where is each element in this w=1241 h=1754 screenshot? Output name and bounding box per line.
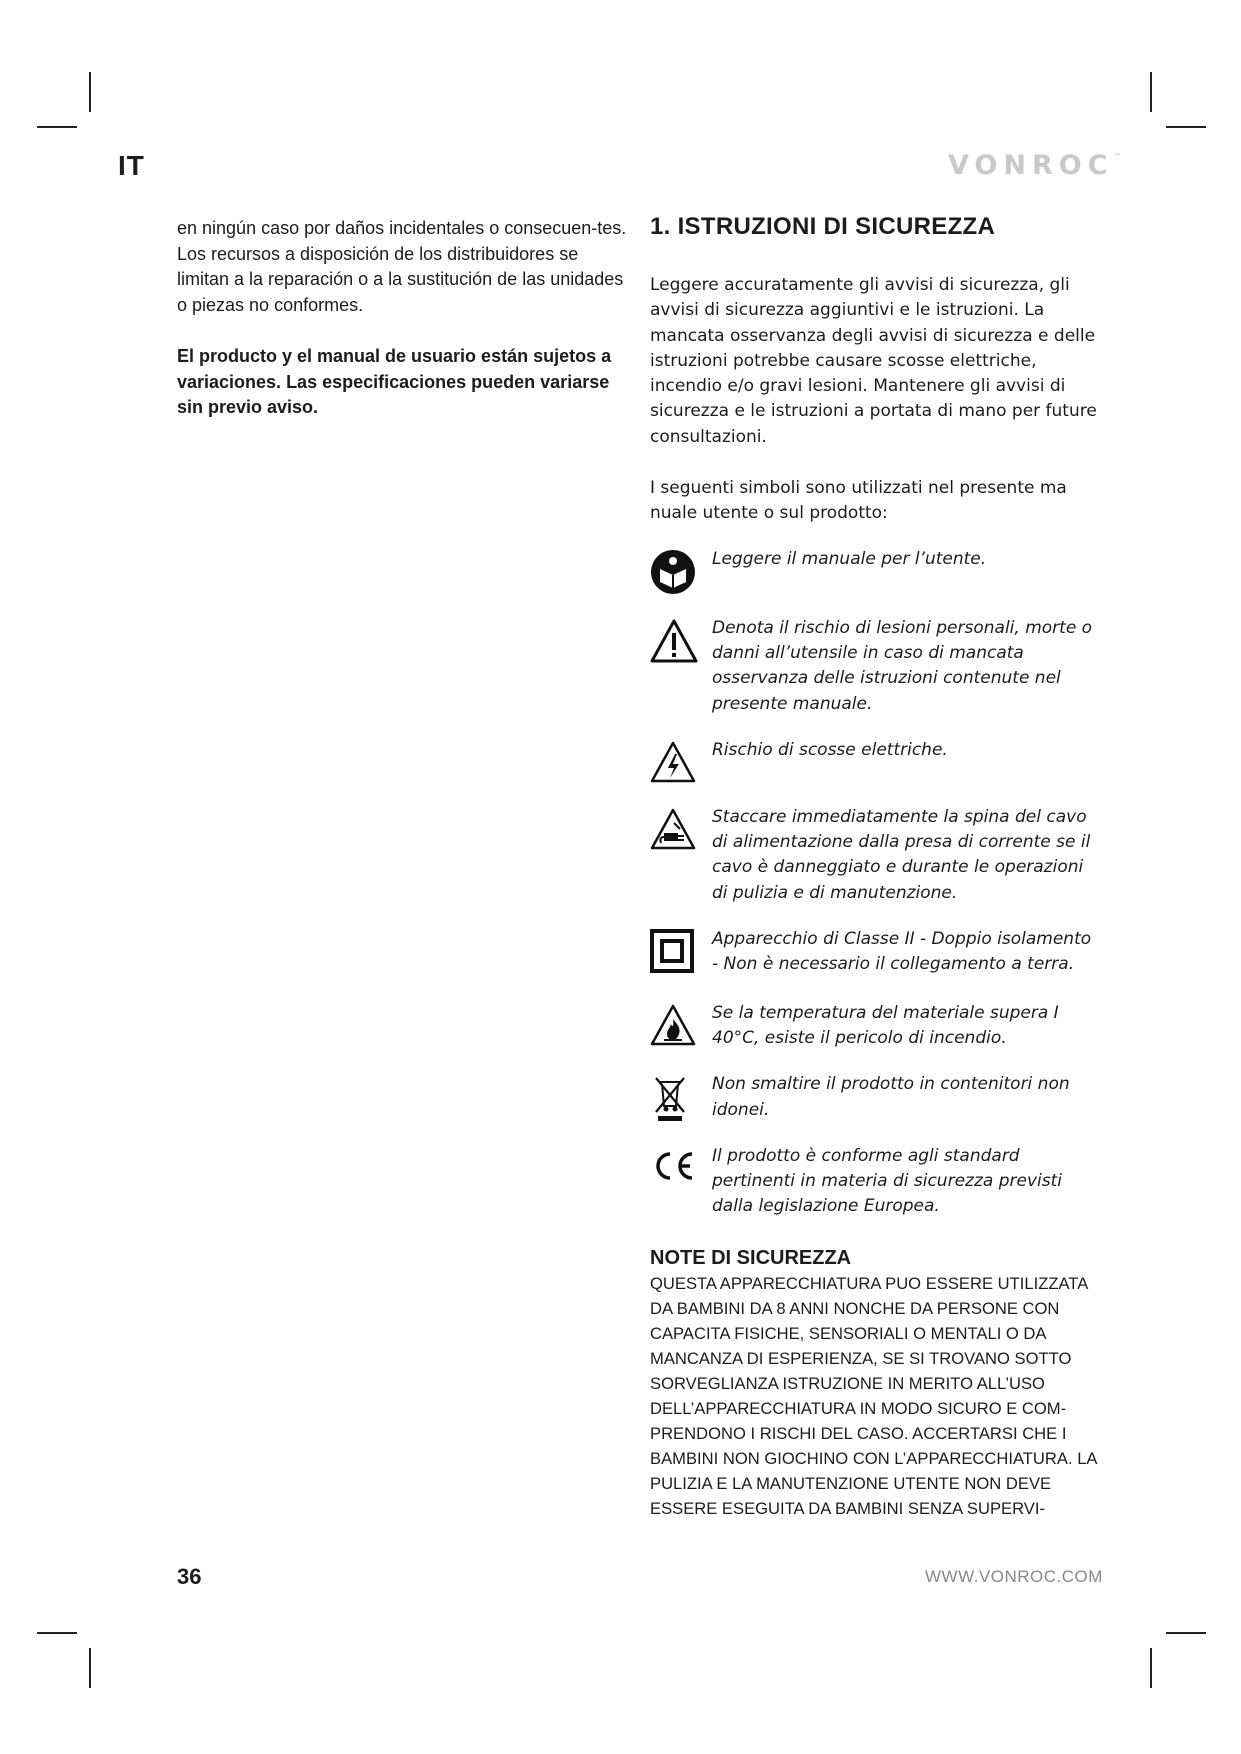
warranty-paragraph: en ningún caso por daños incidentales o consecuen-tes. Los recursos a disposición de los distribuidores se limitan a la reparación o a la sustitución de las unidades o piezas no conformes.: [177, 218, 627, 315]
page-number: 36: [177, 1564, 202, 1589]
weee-bin-icon: [650, 1074, 690, 1122]
read-manual-icon: [650, 549, 696, 595]
variation-notice: El producto y el manual de usuario están sujetos a variaciones. Las especificaciones pueden variarse sin previo aviso.: [177, 346, 612, 417]
notes-title: NOTE DI SICUREZZA: [650, 1246, 852, 1269]
symbol-row: [650, 1001, 1100, 1052]
left-column: [177, 216, 627, 447]
symbol-text: Apparecchio di Classe II - Doppio isolamento - Non è necessario il collegamento a terra.: [712, 929, 1092, 975]
right-column: [650, 212, 1100, 1521]
notes-text: QUESTA APPARECCHIATURA PUO ESSERE UTILIZZATA DA BAMBINI DA 8 ANNI NONCHE DA PERSONE CON CAPACITA FISICHE, SENSORIALI O MENTALI O DA MANCANZA DI ESPERIENZA, SE SI TROVANO SOTTO SORVEGLIANZA ISTRUZIONE IN MERITO ALL’USO DELL’APPARECCHIATURA IN MODO SICURO E COM-PRENDONO I RISCHI DEL CASO. ACCERTARSI CHE I BAMBINI NON GIOCHINO CON L’APPARECCHIATURA. LA PULIZIA E LA MANUTENZIONE UTENTE NON DEVE ESSERE ESEGUITA DA BAMBINI SENZA SUPERVI-: [650, 1273, 1097, 1518]
symbol-row: [650, 805, 1100, 906]
symbol-text: Non smaltire il prodotto in contenitori non idonei.: [712, 1074, 1070, 1120]
fire-hazard-icon: [650, 1003, 696, 1047]
unplug-warning-icon: [650, 807, 696, 851]
crop-mark: [89, 1648, 91, 1688]
crop-mark: [37, 126, 77, 128]
section-title: 1. ISTRUZIONI DI SICUREZZA: [650, 213, 996, 240]
language-code: IT: [118, 150, 145, 181]
symbol-text: Staccare immediatamente la spina del cavo di alimentazione dalla presa di corrente se il cavo è danneggiato e durante le operazioni di pulizia e di manutenzione.: [712, 806, 1091, 903]
symbol-row: [650, 738, 1100, 784]
brand-logo: VONROC™: [948, 150, 1122, 181]
crop-mark: [1150, 72, 1152, 112]
footer-url: WWW.VONROC.COM: [925, 1567, 1103, 1586]
intro-paragraph: Leggere accuratamente gli avvisi di sicurezza, gli avvisi di sicurezza aggiuntivi e le istruzioni. La mancata osservanza degli avvisi di sicurezza e delle istruzioni potrebbe causare scosse elettriche, incendio e/o gravi lesioni. Mantenere gli avvisi di sicurezza e le istruzioni a portata di mano per future consultazioni.: [650, 275, 1097, 447]
ce-mark-icon: [650, 1146, 698, 1186]
crop-mark: [37, 1632, 77, 1634]
symbol-text: Denota il rischio di lesioni personali, morte o danni all’utensile in caso di mancata osservanza delle istruzioni contenute nel presente manuale.: [712, 617, 1093, 714]
electric-shock-icon: [650, 740, 696, 784]
symbol-row: [650, 1072, 1100, 1123]
crop-mark: [1166, 126, 1206, 128]
class-ii-icon: [650, 929, 694, 973]
symbol-text: Se la temperatura del materiale supera I 40°C, esiste il pericolo di incendio.: [712, 1002, 1059, 1048]
symbol-text: Rischio di scosse elettriche.: [712, 739, 948, 760]
symbol-row: [650, 547, 1100, 595]
crop-mark: [1166, 1632, 1206, 1634]
symbol-row: [650, 616, 1100, 717]
symbol-row: [650, 927, 1100, 978]
warning-icon: [650, 618, 698, 664]
symbol-text: Il prodotto è conforme agli standard pertinenti in materia di sicurezza previsti dalla legislazione Europea.: [712, 1145, 1062, 1217]
symbols-intro: I seguenti simboli sono utilizzati nel presente ma nuale utente o sul prodotto:: [650, 478, 1067, 524]
symbol-row: [650, 1144, 1100, 1220]
crop-mark: [89, 72, 91, 112]
crop-mark: [1150, 1648, 1152, 1688]
symbol-text: Leggere il manuale per l’utente.: [712, 548, 987, 569]
